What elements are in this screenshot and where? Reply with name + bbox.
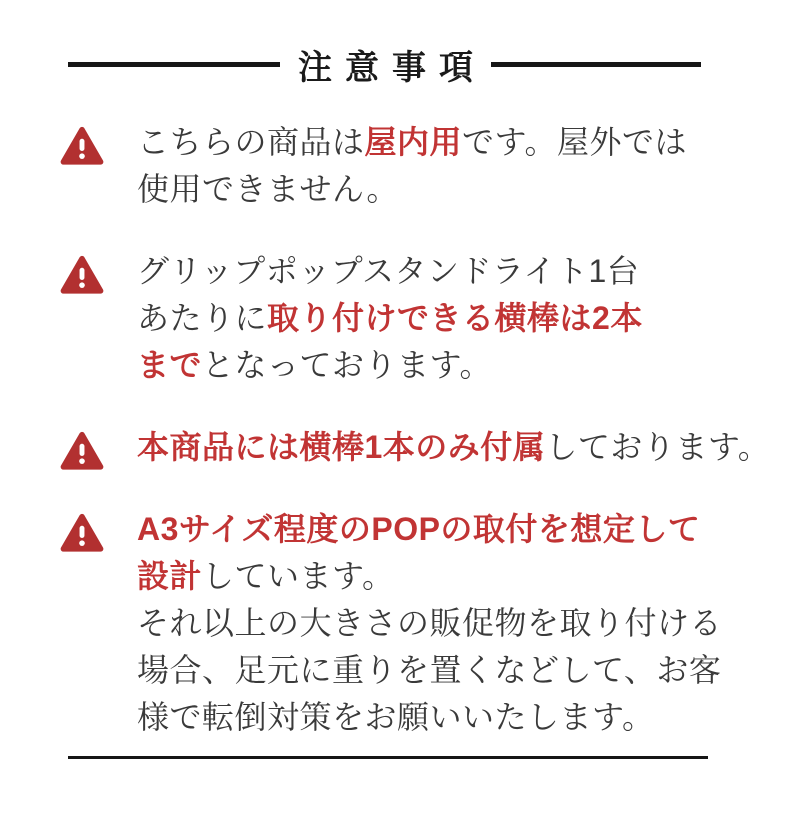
- notice-segment: 場合、足元に重りを置くなどして、お客: [137, 652, 722, 688]
- header-rule-left: [68, 62, 280, 67]
- page-title: 注意事項: [298, 49, 486, 87]
- notice-line: [137, 342, 643, 389]
- warning-icon: [60, 431, 104, 471]
- notice-text: [137, 248, 643, 389]
- notice-segment: です。屋外では: [462, 124, 687, 160]
- notice-segment: 様で転倒対策をお願いいたします。: [137, 699, 655, 735]
- notice-line: [137, 600, 722, 647]
- notice-segment: 使用できません。: [137, 171, 399, 207]
- notice-line: [137, 119, 687, 166]
- notice-line: [137, 424, 770, 471]
- notice-text: [137, 506, 722, 741]
- notice-segment: こちらの商品は: [137, 124, 365, 160]
- notice-item-indoor-use: [60, 119, 800, 213]
- notice-list: [60, 119, 800, 741]
- notice-segment: しています。: [202, 558, 395, 594]
- notice-text: [137, 424, 770, 471]
- notice-item-max-bars: [60, 248, 800, 389]
- notice-item-pop-size: [60, 506, 800, 741]
- notice-line: [137, 506, 722, 553]
- notice-segment: しております。: [545, 429, 771, 465]
- notice-line: [137, 647, 722, 694]
- warning-icon: [60, 513, 104, 553]
- notice-segment-emphasis: A3サイズ程度のPOPの取付を想定して: [137, 511, 701, 547]
- notice-segment-emphasis: 取り付けできる横棒は2本: [267, 300, 643, 336]
- notice-text: [137, 119, 687, 213]
- section-header: [68, 40, 740, 89]
- notice-line: [137, 694, 722, 741]
- notice-segment-emphasis: 屋内用: [364, 124, 463, 160]
- header-rule-right: [491, 62, 701, 67]
- notice-segment-emphasis: 本商品には横棒1本のみ付属: [137, 429, 546, 465]
- notice-segment: グリップポップスタンドライト1台: [137, 253, 640, 289]
- notice-segment: あたりに: [137, 300, 268, 336]
- notice-line: [137, 295, 643, 342]
- notice-segment: となっております。: [202, 347, 492, 383]
- notice-segment-emphasis: まで: [137, 347, 203, 383]
- notice-line: [137, 166, 687, 213]
- notice-line: [137, 248, 643, 295]
- notice-item-included-bar: [60, 424, 800, 471]
- warning-icon: [60, 126, 104, 166]
- notice-segment: それ以上の大きさの販促物を取り付ける: [137, 605, 723, 641]
- notice-line: [137, 553, 722, 600]
- warning-icon: [60, 255, 104, 295]
- notice-segment-emphasis: 設計: [137, 558, 203, 594]
- footer-rule: [68, 756, 708, 759]
